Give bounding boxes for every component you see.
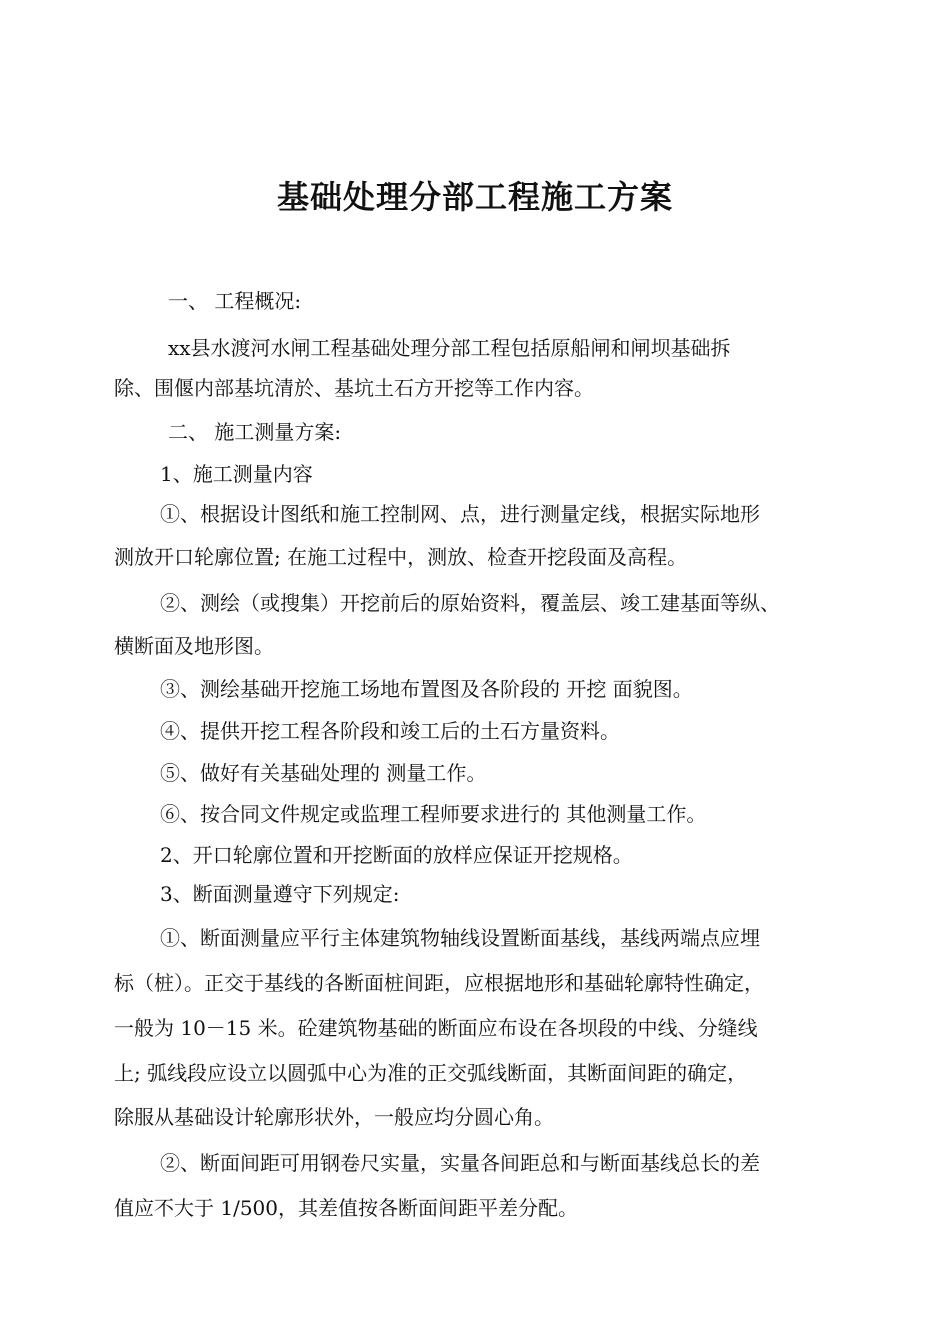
paragraph-line: 除服从基础设计轮廓形状外，一般应均分圆心角。 — [114, 1105, 554, 1129]
paragraph-line: ③、测绘基础开挖施工场地布置图及各阶段的 开挖 面貌图。 — [160, 677, 693, 701]
paragraph-line: ②、断面间距可用钢卷尺实量，实量各间距总和与断面基线总长的差 — [160, 1151, 760, 1175]
paragraph-line: ④、提供开挖工程各阶段和竣工后的土石方量资料。 — [160, 719, 620, 743]
paragraph-line: 值应不大于 1/500，其差值按各断面间距平差分配。 — [114, 1196, 578, 1220]
paragraph-line: 测放开口轮廓位置; 在施工过程中，测放、检查开挖段面及高程。 — [114, 545, 688, 569]
paragraph-line: ⑥、按合同文件规定或监理工程师要求进行的 其他测量工作。 — [160, 802, 707, 826]
paragraph-line: ①、根据设计图纸和施工控制网、点，进行测量定线，根据实际地形 — [160, 502, 760, 526]
paragraph-line: 上; 弧线段应设立以圆弧中心为准的正交弧线断面，其断面间距的确定， — [114, 1061, 748, 1085]
paragraph-line: 一般为 10－15 米。砼建筑物基础的断面应布设在各坝段的中线、分缝线 — [114, 1016, 758, 1040]
paragraph-line: 标（桩）。正交于基线的各断面桩间距，应根据地形和基础轮廓特性确定， — [114, 971, 764, 995]
section-heading-survey-plan: 二、 施工测量方案: — [168, 420, 342, 444]
document-title: 基础处理分部工程施工方案 — [276, 178, 673, 216]
paragraph-line: 横断面及地形图。 — [114, 634, 274, 658]
paragraph-line: 除、围偃内部基坑清於、基坑土石方开挖等工作内容。 — [114, 376, 594, 400]
paragraph-line: ①、断面测量应平行主体建筑物轴线设置断面基线，基线两端点应埋 — [160, 926, 760, 950]
subsection-heading: 1、施工测量内容 — [160, 462, 313, 486]
paragraph-line: ⑤、做好有关基础处理的 测量工作。 — [160, 761, 487, 785]
subsection-heading: 3、断面测量遵守下列规定: — [160, 882, 400, 906]
section-heading-overview: 一、 工程概况: — [168, 289, 302, 313]
paragraph-line: 2、开口轮廓位置和开挖断面的放样应保证开挖规格。 — [160, 843, 633, 867]
paragraph-line: xx县水渡河水闸工程基础处理分部工程包括原船闸和闸坝基础拆 — [168, 336, 731, 360]
paragraph-line: ②、测绘（或搜集）开挖前后的原始资料，覆盖层、竣工建基面等纵、 — [160, 591, 780, 615]
